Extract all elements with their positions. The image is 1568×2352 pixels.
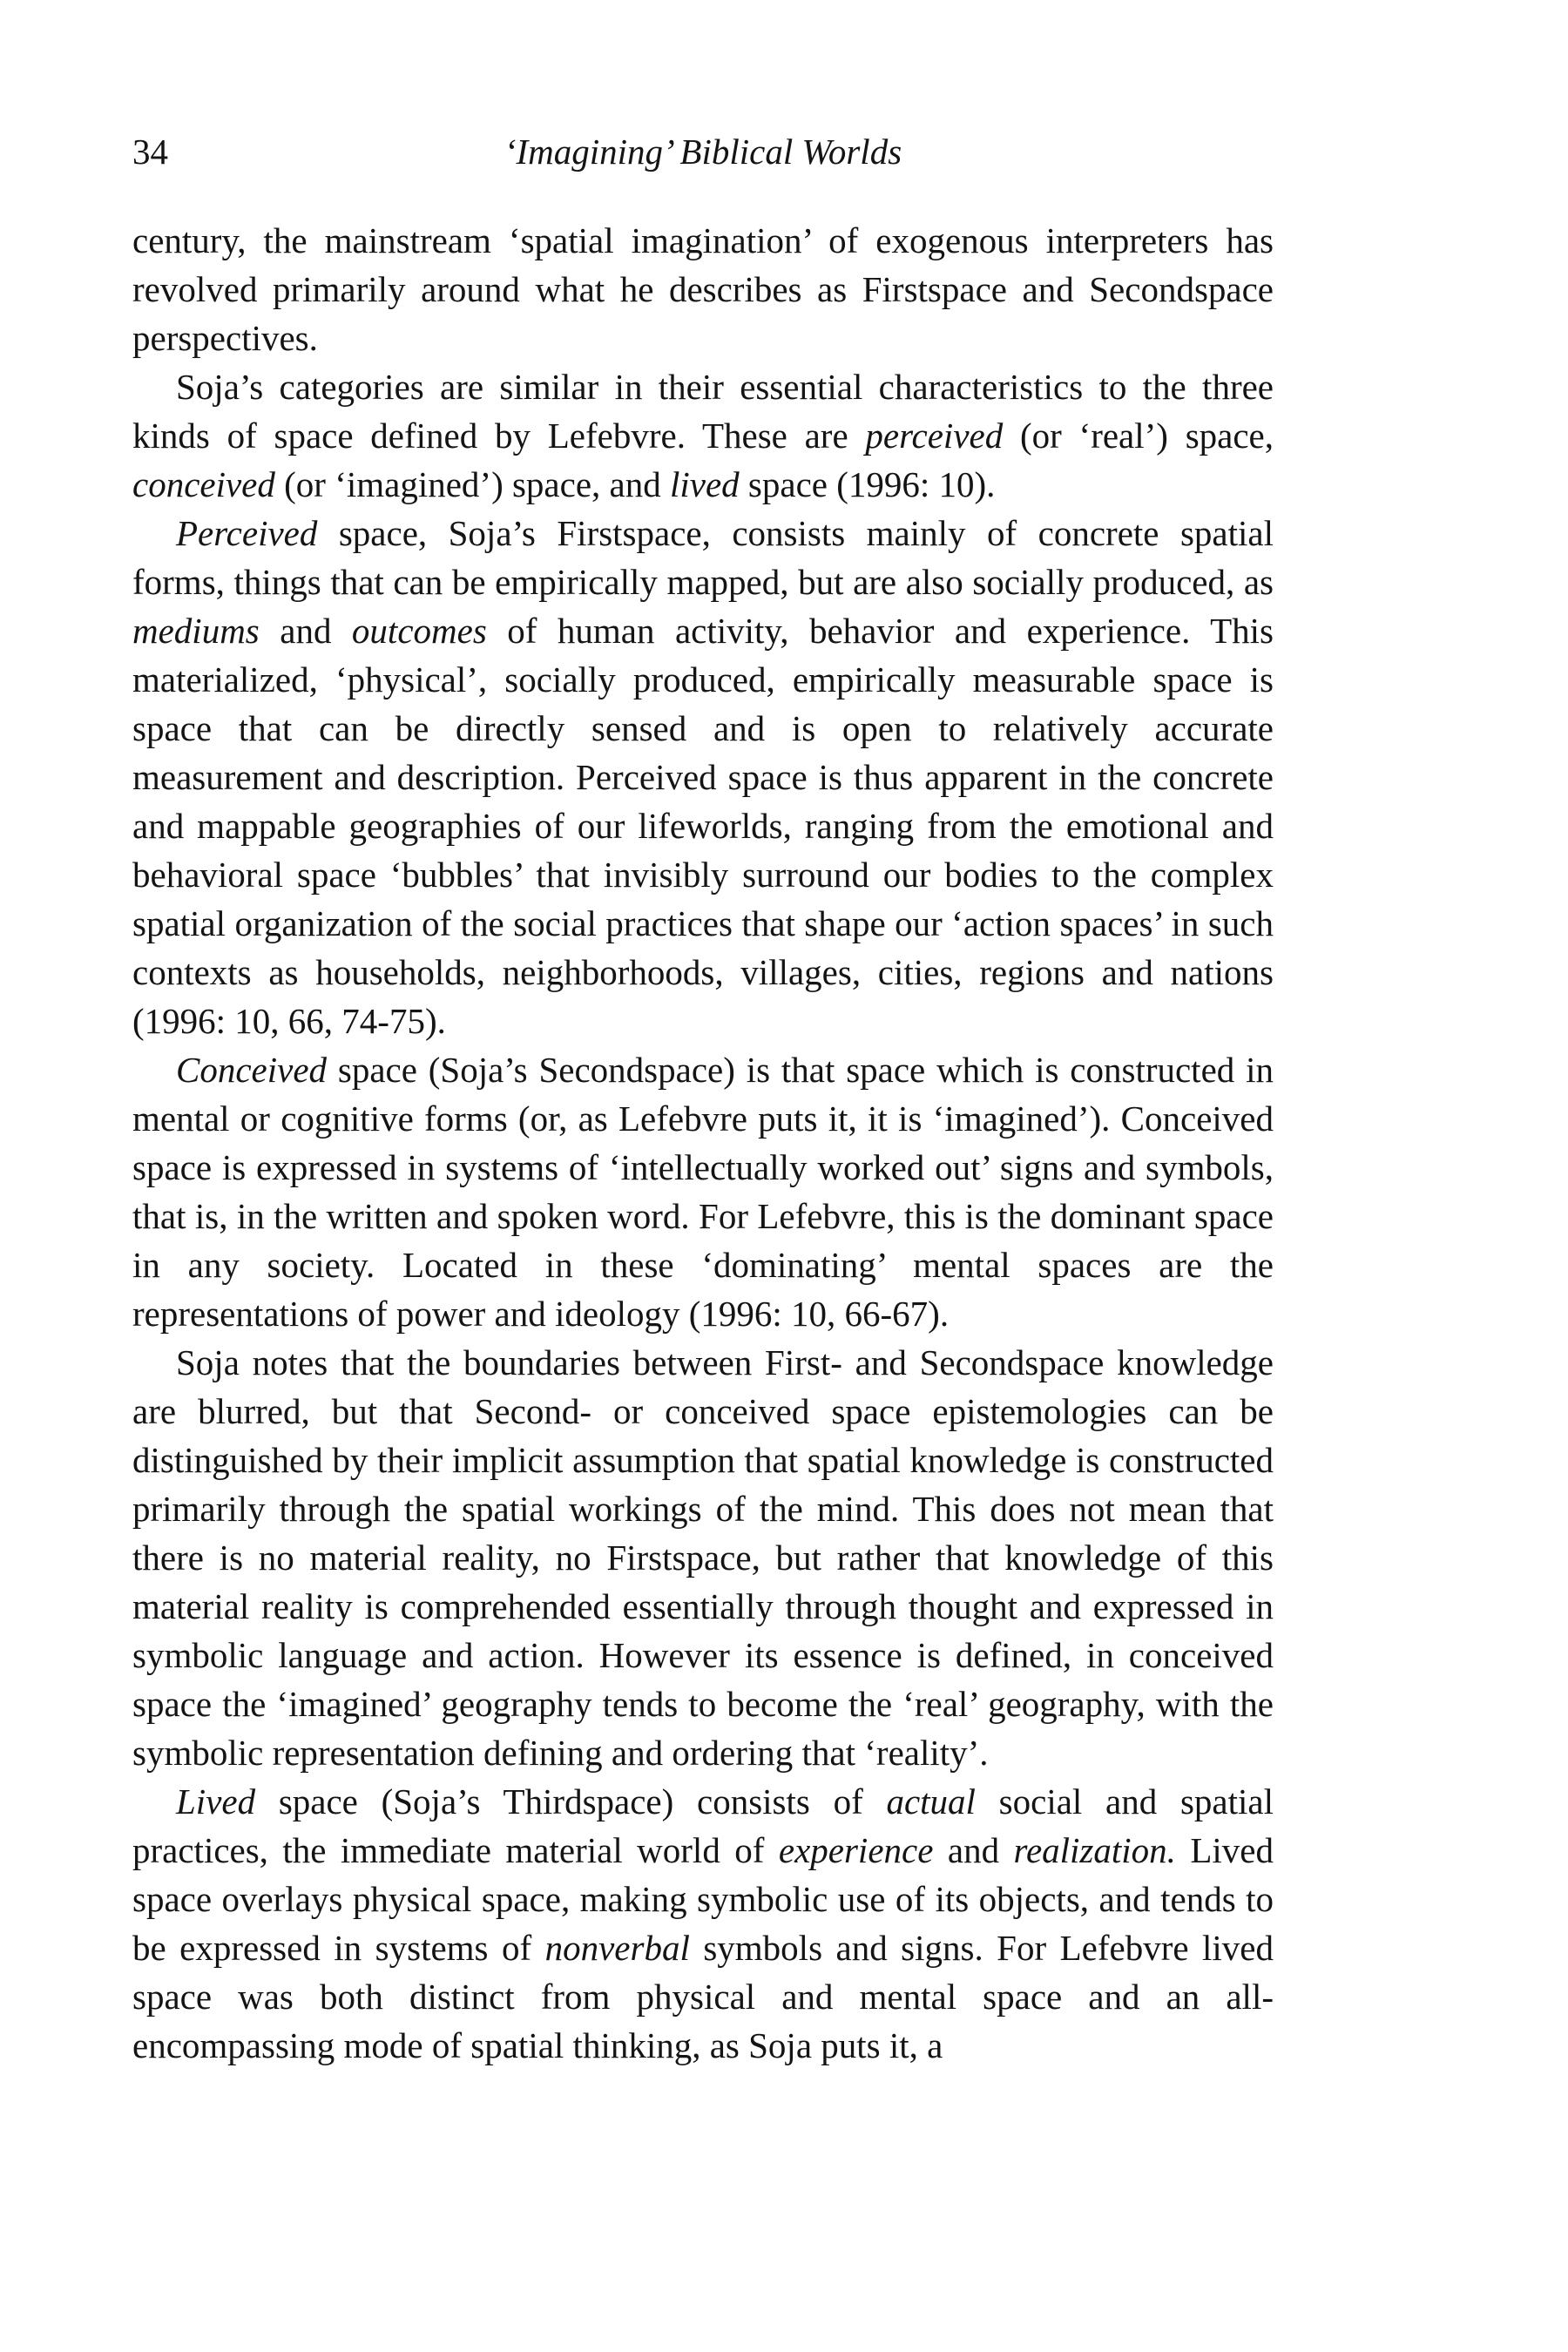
paragraph-perceived-space bbox=[132, 509, 1274, 1045]
text-run: of human activity, behavior and experience. This materialized, ‘physical’, socially produced, empirically measurable space is space that can be directly sensed and is open to relatively accurate measurement and description. Perceived space is thus apparent in the concrete and mappable geographies of our lifeworlds, ranging from the emotional and behavioral space ‘bubbles’ that invisibly surround our bodies to the complex spatial organization of the social practices that shape our ‘action spaces’ in such contexts as households, neighborhoods, villages, cities, regions and nations (1996: 10, 66, 74-75). bbox=[132, 611, 1274, 1041]
text-run: space (Soja’s Secondspace) is that space which is constructed in mental or cognitive forms (or, as Lefebvre puts it, it is ‘imagined’). Conceived space is expressed in systems of ‘intellectually worked out’ signs and symbols, that is, in the written and spoken word. For Lefebvre, this is the dominant space in any society. Located in these ‘dominating’ mental spaces are the representations of power and ideology (1996: 10, 66-67). bbox=[132, 1050, 1274, 1334]
text-run: symbols and signs. For Lefebvre lived space was both distinct from physical and mental space and an all-encompassing mode of spatial thinking, as Soja puts it, a bbox=[132, 1928, 1274, 2065]
italic-text-run: mediums bbox=[132, 611, 260, 651]
body-text bbox=[132, 216, 1274, 2070]
italic-text-run: conceived bbox=[132, 464, 275, 504]
page-number: 34 bbox=[132, 132, 168, 172]
text-run: Soja’s categories are similar in their essential characteristics to the three kinds of space defined by Lefebvre. These are bbox=[132, 367, 1274, 456]
paragraph-categories bbox=[132, 362, 1274, 509]
text-run: space (1996: 10). bbox=[739, 464, 996, 504]
running-title: ‘Imagining’ Biblical Worlds bbox=[504, 132, 902, 172]
text-run: space (Soja’s Thirdspace) consists of bbox=[255, 1781, 887, 1821]
text-run: and bbox=[933, 1830, 1014, 1870]
text-run: Lived space overlays physical space, making symbolic use of its objects, and tends to be expressed in systems of bbox=[132, 1830, 1274, 1968]
text-run: space, Soja’s Firstspace, consists mainly of concrete spatial forms, things that can be empirically mapped, but are also socially produced, as bbox=[132, 513, 1274, 602]
text-run: Soja notes that the boundaries between First- and Secondspace knowledge are blurred, but that Second- or conceived space epistemologies can be distinguished by their implicit assumption that spatial knowledge is constructed primarily through the spatial workings of the mind. This does not mean that there is no material reality, no Firstspace, but rather that knowledge of this material reality is comprehended essentially through thought and expressed in symbolic language and action. However its essence is defined, in conceived space the ‘imagined’ geography tends to become the ‘real’ geography, with the symbolic representation defining and ordering that ‘reality’. bbox=[132, 1342, 1274, 1773]
paragraph-lived-space bbox=[132, 1777, 1274, 2070]
italic-text-run: outcomes bbox=[351, 611, 487, 651]
italic-text-run: nonverbal bbox=[544, 1928, 690, 1968]
text-run: (or ‘imagined’) space, and bbox=[274, 464, 670, 504]
running-head bbox=[132, 125, 1274, 178]
text-run: and bbox=[259, 611, 352, 651]
text-run: century, the mainstream ‘spatial imagination’ of exogenous interpreters has revolved primarily around what he describes as Firstspace and Secondspace perspectives. bbox=[132, 220, 1274, 358]
italic-text-run: Conceived bbox=[176, 1050, 328, 1090]
paragraph-boundaries bbox=[132, 1338, 1274, 1777]
italic-text-run: realization. bbox=[1013, 1830, 1176, 1870]
text-run: (or ‘real’) space, bbox=[1003, 416, 1274, 456]
italic-text-run: perceived bbox=[865, 416, 1004, 456]
italic-text-run: actual bbox=[886, 1781, 976, 1821]
text-run: social and spatial practices, the immediate material world of bbox=[132, 1781, 1274, 1870]
italic-text-run: Lived bbox=[176, 1781, 256, 1821]
paragraph-continuation bbox=[132, 216, 1274, 362]
paragraph-conceived-space bbox=[132, 1045, 1274, 1338]
italic-text-run: experience bbox=[778, 1830, 934, 1870]
italic-text-run: Perceived bbox=[176, 513, 318, 553]
italic-text-run: lived bbox=[669, 464, 740, 504]
